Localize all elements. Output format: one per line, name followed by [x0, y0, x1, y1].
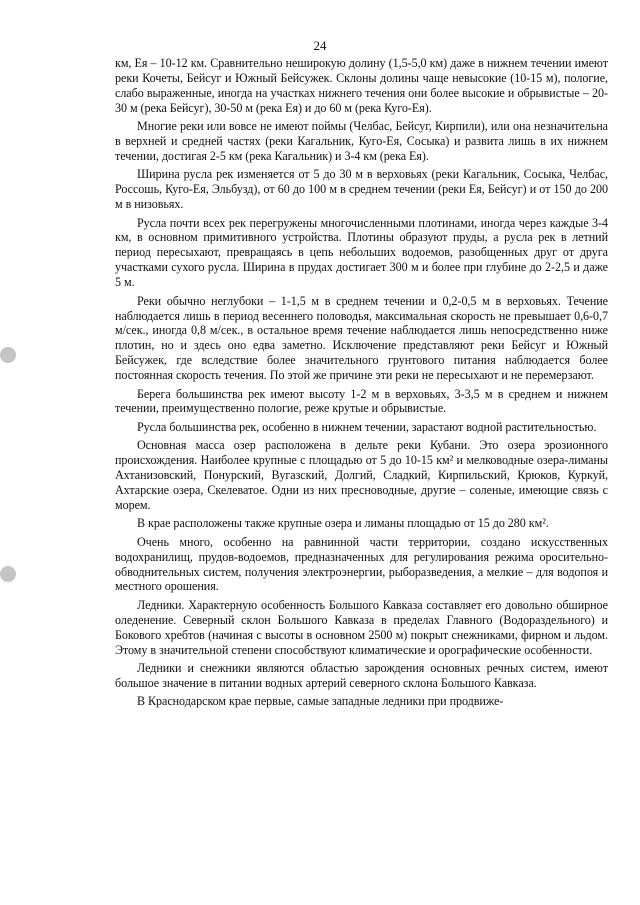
paragraph: В крае расположены также крупные озера и лиманы площадью от 15 до 280 км². — [137, 516, 549, 531]
paragraph: км, Ея – 10-12 км. Сравнительно неширокую долину (1,5-5,0 км) даже в нижнем течении имеют реки Кочеты, Бейсуг и Южный Бейсужек. Склоны долины чаще невысокие (10-15 м), пологие, слабо выраженные, иногда на участках нижнего течения они более высокие и обрывистые – 20-30 м (река Бейсуг), 30-50 м (река Ея) и до 60 м (река Куго-Ея). — [115, 56, 608, 115]
document-body — [115, 56, 608, 713]
binder-hole — [0, 347, 16, 363]
paragraph: Ледники и снежники являются областью зарождения основных речных систем, имеют большое значение в питании водных артерий северного склона Большого Кавказа. — [115, 660, 608, 690]
paragraph: Ширина русла рек изменяется от 5 до 30 м в верховьях (реки Кагальник, Сосыка, Челбас, Россошь, Куго-Ея, Эльбузд), от 60 до 100 м в среднем течении (реки Ея, Бейсуг) и от 150 до 200 м в низовьях. — [115, 167, 608, 212]
paragraph: Многие реки или вовсе не имеют поймы (Челбас, Бейсуг, Кирпили), или она незначительна в верхней и средней частях (реки Кагальник, Куго-Ея, Сосыка) и развита лишь в их нижнем течении, достигая 2-5 км (река Кагальник) и 3-4 км (река Ея). — [115, 119, 608, 163]
paragraph: Основная масса озер расположена в дельте реки Кубани. Это озера эрозионного происхождения. Наиболее крупные с площадью от 5 до 10-15 км² и мелководные озера-лиманы Ахтанизовский, Понурский, Вугазский, Долгий, Сладкий, Кирпильский, Крюков, Куркуй, Ахтарские озера, Скелеватое. Одни из них пресноводные, другие – соленые, имеющие связь с морем. — [115, 438, 608, 512]
paragraph: Берега большинства рек имеют высоту 1-2 м в верховьях, 3-3,5 м в среднем и нижнем течении, преимущественно пологие, реже крутые и обрывистые. — [115, 386, 608, 416]
paragraph: Реки обычно неглубоки – 1-1,5 м в среднем течении и 0,2-0,5 м в верховьях. Течение наблюдается лишь в период весеннего половодья, максимальная скорость не превышает 0,6-0,7 м/сек., иногда 0,8 м/сек., в остальное время течение наблюдается лишь непосредственно ниже плотин, но и здесь оно едва заметно. Исключение представляют реки Бейсуг и Южный Бейсужек, где вследствие более значительного грунтового питания наблюдается более постоянная скорость течения. По этой же причине эти реки не пересыхают и не перемерзают. — [115, 293, 608, 383]
binder-hole — [0, 566, 16, 582]
paragraph: Русла большинства рек, особенно в нижнем течении, зарастают водной растительностью. — [137, 419, 597, 434]
paragraph: Очень много, особенно на равнинной части территории, создано искусственных водохранилищ, прудов-водоемов, предназначенных для регулирования режима оросительно-обводнительных систем, получения электроэнергии, рыборазведения, а мелкие – для водопоя и местного орошения. — [115, 534, 608, 594]
paragraph: Русла почти всех рек перегружены многочисленными плотинами, иногда через каждые 3-4 км, в основном примитивного устройства. Плотины образуют пруды, а русла рек в летний период пересыхают, превращаясь в цепь небольших водоемов, разобщенных друг от друга участками сухого русла. Ширина в прудах достигает 300 м и более при глубине до 2-2,5 и даже 5 м. — [115, 215, 608, 290]
paragraph: В Краснодарском крае первые, самые западные ледники при продвиже- — [137, 694, 504, 709]
page-number: 24 — [313, 38, 327, 53]
paragraph: Ледники. Характерную особенность Большого Кавказа составляет его довольно обширное оледенение. Северный склон Большого Кавказа в пределах Главного (Водораздельного) и Бокового хребтов (начиная с высоты в основном 2500 м) покрыт снежниками, фирном и льдом. Этому в значительной степени способствуют климатические и орографические особенности. — [115, 597, 608, 657]
